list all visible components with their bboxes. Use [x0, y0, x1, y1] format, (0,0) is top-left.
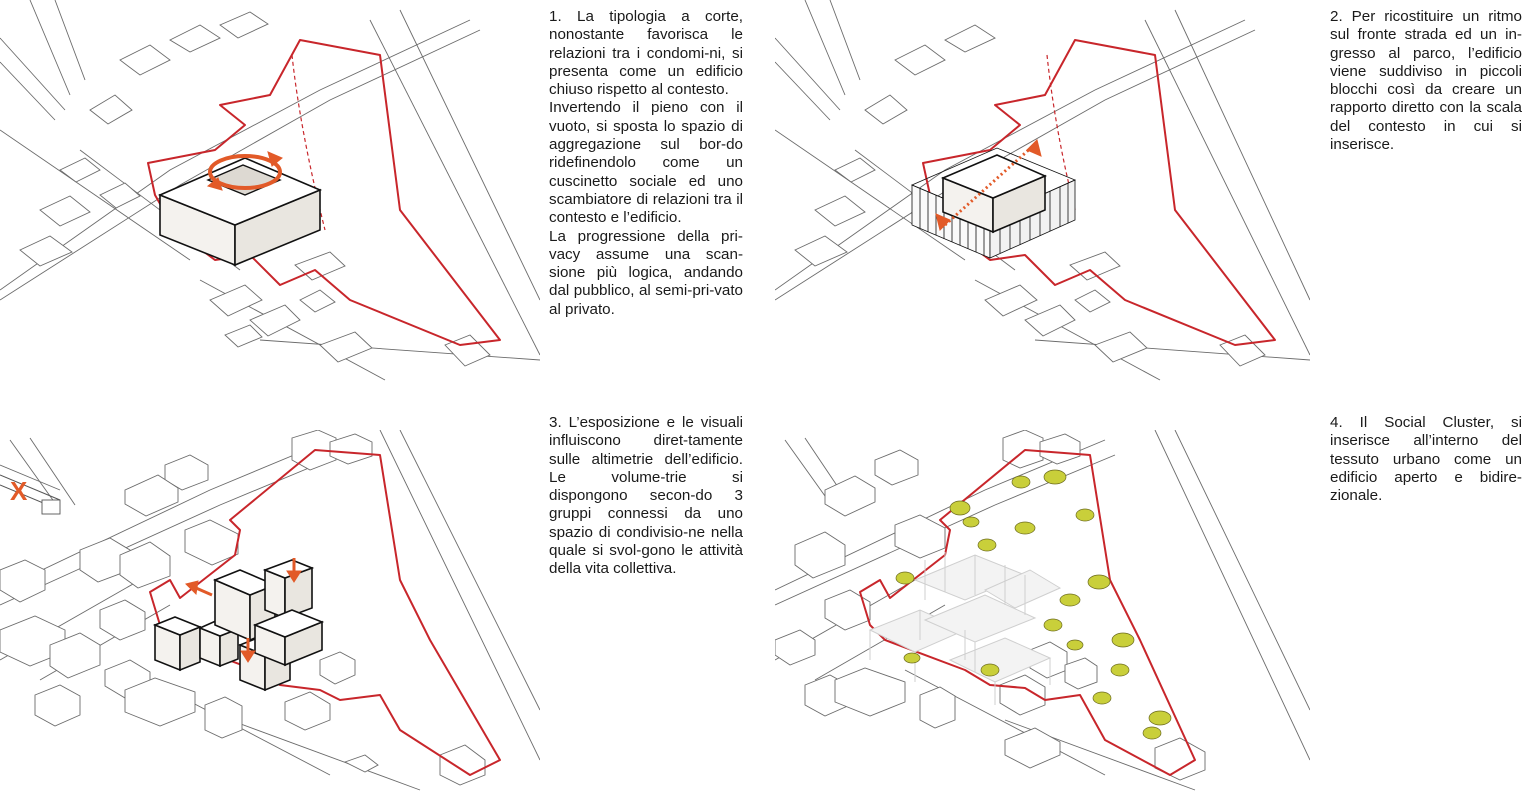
caption-4: 4. Il Social Cluster, si inserisce all’interno del tessuto urbano come un edificio aperto e bidire-zionale.: [1330, 414, 1522, 505]
caption-2: 2. Per ricostituire un ritmo sul fronte strada ed un in-gresso al parco, l’edificio viene suddiviso in piccoli blocchi così da creare un rapporto diretto con la scala del contesto in cui si inserisce.: [1330, 8, 1522, 154]
diagram-3-volumes: [0, 430, 540, 800]
building-volumes-3: [155, 560, 322, 690]
caption-3: 3. L’esposizione e le visuali influiscono diret-tamente sulle altimetrie dell’edificio. Le volume-trie si dispongono secon-do 3 gruppi connessi da uno spazio di condivisio-ne nella quale si svol-gono le attività della vita collettiva.: [549, 414, 743, 578]
diagram-4-social-cluster: [775, 430, 1310, 800]
caption-1: 1. La tipologia a corte, nonostante favorisca le relazioni tra i condomi-ni, si presenta come un edificio chiuso rispetto al contesto. Invertendo il pieno con il vuoto, si sposta lo spazio di aggregazione sul bor-do ridefinendolo come un cuscinetto sociale ed uno scambiatore di relazioni tra il contesto e l’edificio. La progressione della pri-vacy assume una scan-sione più logica, andando dal pubblico, al semi-pri-vato al privato.: [549, 8, 743, 318]
railway-cross-area: [0, 475, 60, 514]
context-map-4: [775, 430, 1310, 790]
courtyard-building: [160, 158, 320, 265]
diagram-1-courtyard: [0, 0, 540, 390]
site-boundary-4: [860, 450, 1195, 775]
site-boundary-3: [150, 450, 500, 775]
demolition-cross-marker: X: [10, 476, 28, 506]
diagram-2-subdivision: [775, 0, 1310, 390]
